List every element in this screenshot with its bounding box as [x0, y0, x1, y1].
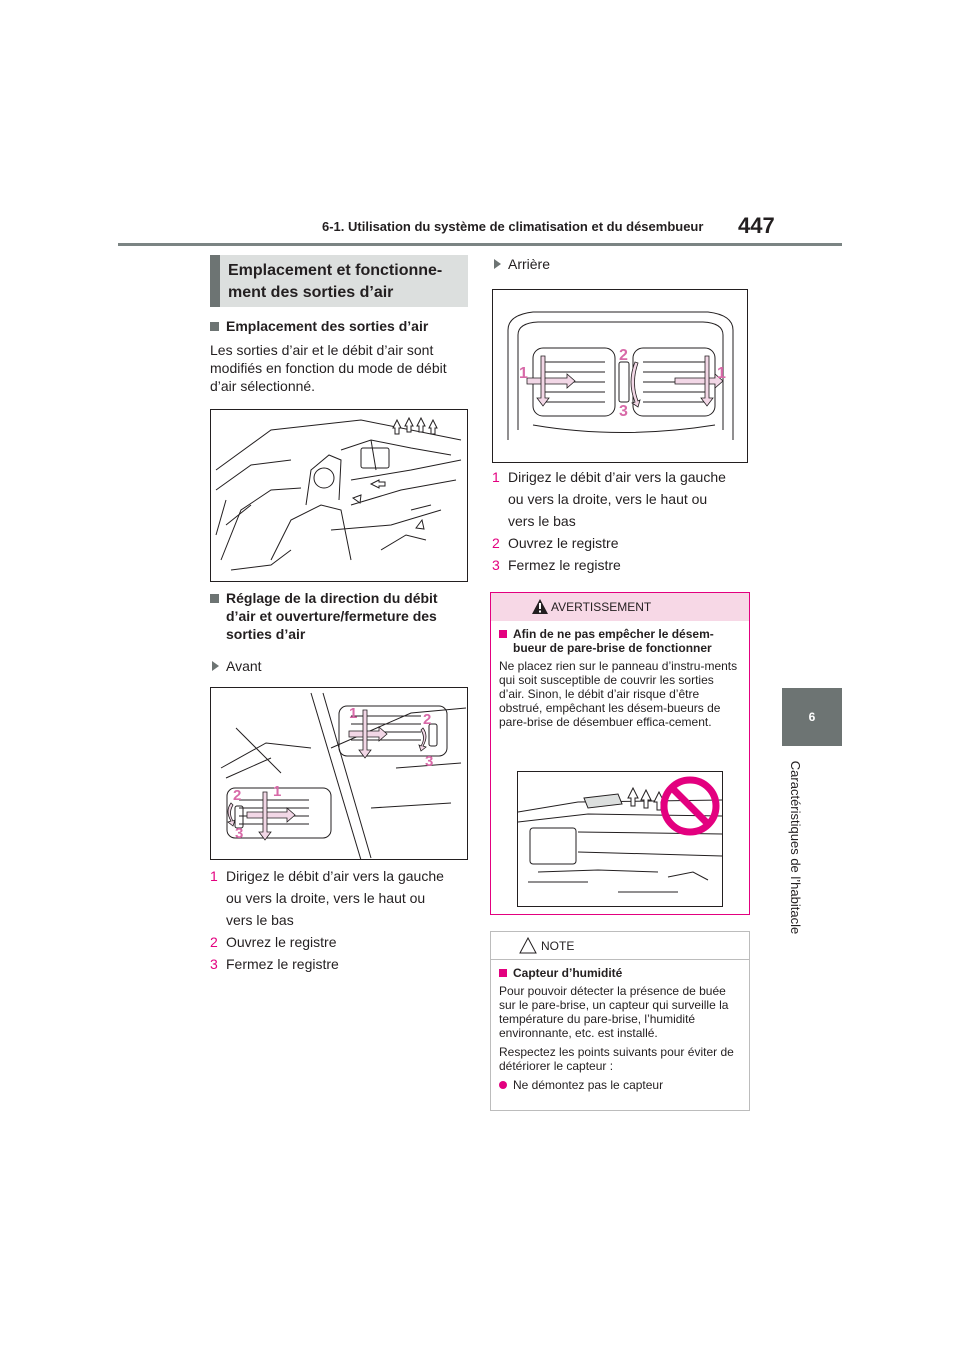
page-number: 447 — [738, 213, 775, 238]
left-item-2-num: 2 — [210, 934, 218, 950]
right-item-3-num: 3 — [492, 557, 500, 573]
note-title: NOTE — [541, 938, 575, 953]
note-text-2: Respectez les points suivants pour éviter de détériorer le capteur : — [499, 1045, 734, 1073]
caution-icon — [519, 937, 537, 954]
rear-fig-label-1b: 1 — [717, 365, 726, 382]
right-item-1-line2: ou vers la droite, vers le haut ou — [508, 491, 708, 507]
front-fig-label-3b: 3 — [235, 825, 244, 842]
rear-fig-label-3: 3 — [619, 403, 628, 420]
rear-fig-label-2: 2 — [619, 347, 628, 364]
left-items — [210, 865, 470, 975]
right-items — [492, 466, 750, 576]
left-item-1-line2: ou vers la droite, vers le haut ou — [226, 890, 426, 906]
left-item-1-line1: Dirigez le débit d’air vers la gauche — [226, 868, 444, 884]
chapter-label-text: Caractéristiques de l’habitacle — [788, 760, 804, 934]
right-item-3 — [492, 554, 750, 576]
right-item-1-text — [508, 466, 726, 532]
interior-illustration — [211, 410, 468, 582]
left-item-3-num: 3 — [210, 956, 218, 972]
warning-subtitle: Afin de ne pas empêcher le désem-bueur de pare-brise de fonctionner — [499, 627, 741, 655]
note-box — [490, 931, 750, 1111]
note-bullet-1: Ne démontez pas le capteur — [499, 1078, 741, 1092]
note-text-1: Pour pouvoir détecter la présence de buée sur le pare-brise, un capteur qui surveille la température du pare-brise, l’humidité environnante, etc. est installé. — [499, 984, 729, 1040]
left-item-1-line3: vers le bas — [226, 912, 294, 928]
left-item-1-num: 1 — [210, 868, 218, 884]
front-vents-figure — [210, 687, 468, 860]
chapter-tab: 6 — [782, 688, 842, 746]
left-item-1 — [210, 865, 470, 931]
left-item-2-text: Ouvrez le registre — [226, 934, 337, 950]
right-item-1-line3: vers le bas — [508, 513, 576, 529]
warning-header — [491, 593, 749, 621]
warning-text: Ne placez rien sur le panneau d’instru-ments qui soit susceptible de couvrir les sorties d’air. Sinon, le débit d’air risque d’être obstrué, empêchant les désem-bueurs de pare-brise de désembuer effica-cement. — [499, 659, 738, 729]
rear-vents-illustration — [493, 290, 748, 463]
dashboard-illustration — [518, 772, 723, 907]
prohibition-icon — [664, 780, 716, 832]
front-label: Avant — [210, 657, 470, 675]
warning-title: AVERTISSEMENT — [551, 600, 652, 614]
sub1-title: Emplacement des sorties d’air — [210, 317, 470, 335]
rear-fig-label-1a: 1 — [519, 365, 528, 382]
warning-body — [491, 621, 749, 735]
right-item-2-num: 2 — [492, 535, 500, 551]
rear-label: Arrière — [492, 255, 750, 273]
front-fig-label-3a: 3 — [425, 753, 434, 770]
rear-vents-figure — [492, 289, 748, 463]
front-fig-label-2b: 2 — [233, 787, 242, 804]
front-vents-illustration — [211, 688, 468, 860]
header-rule — [118, 243, 842, 246]
chapter-label — [782, 752, 810, 942]
right-item-2 — [492, 532, 750, 554]
note-subtitle: Capteur d’humidité — [499, 966, 741, 980]
left-sub1 — [210, 317, 470, 395]
warning-box — [490, 592, 750, 915]
front-fig-label-1b: 1 — [273, 783, 282, 800]
section-title: Emplacement et fonctionne-ment des sorties d’air — [210, 255, 468, 307]
left-item-1-text — [226, 865, 444, 931]
left-item-2 — [210, 931, 470, 953]
rear-label-wrap — [492, 255, 750, 273]
right-item-1 — [492, 466, 750, 532]
warning-figure — [517, 771, 723, 907]
sub1-text: Les sorties d’air et le débit d’air sont modifiés en fonction du mode de débit d’air sélectionné. — [210, 342, 447, 394]
front-fig-label-2a: 2 — [423, 711, 432, 728]
right-item-1-num: 1 — [492, 469, 500, 485]
right-item-3-text: Fermez le registre — [508, 557, 621, 573]
warning-icon — [531, 598, 549, 615]
note-body — [491, 960, 749, 1098]
right-item-1-line1: Dirigez le débit d’air vers la gauche — [508, 469, 726, 485]
left-item-3-text: Fermez le registre — [226, 956, 339, 972]
front-fig-label-1a: 1 — [349, 705, 358, 722]
left-item-3 — [210, 953, 470, 975]
right-item-2-text: Ouvrez le registre — [508, 535, 619, 551]
header-title: 6-1. Utilisation du système de climatisation et du désembueur — [322, 219, 704, 234]
interior-figure — [210, 409, 468, 582]
note-header — [491, 932, 749, 960]
left-sub2 — [210, 589, 470, 675]
sub2-title: Réglage de la direction du débit d’air et ouverture/fermeture des sorties d’air — [210, 589, 470, 643]
